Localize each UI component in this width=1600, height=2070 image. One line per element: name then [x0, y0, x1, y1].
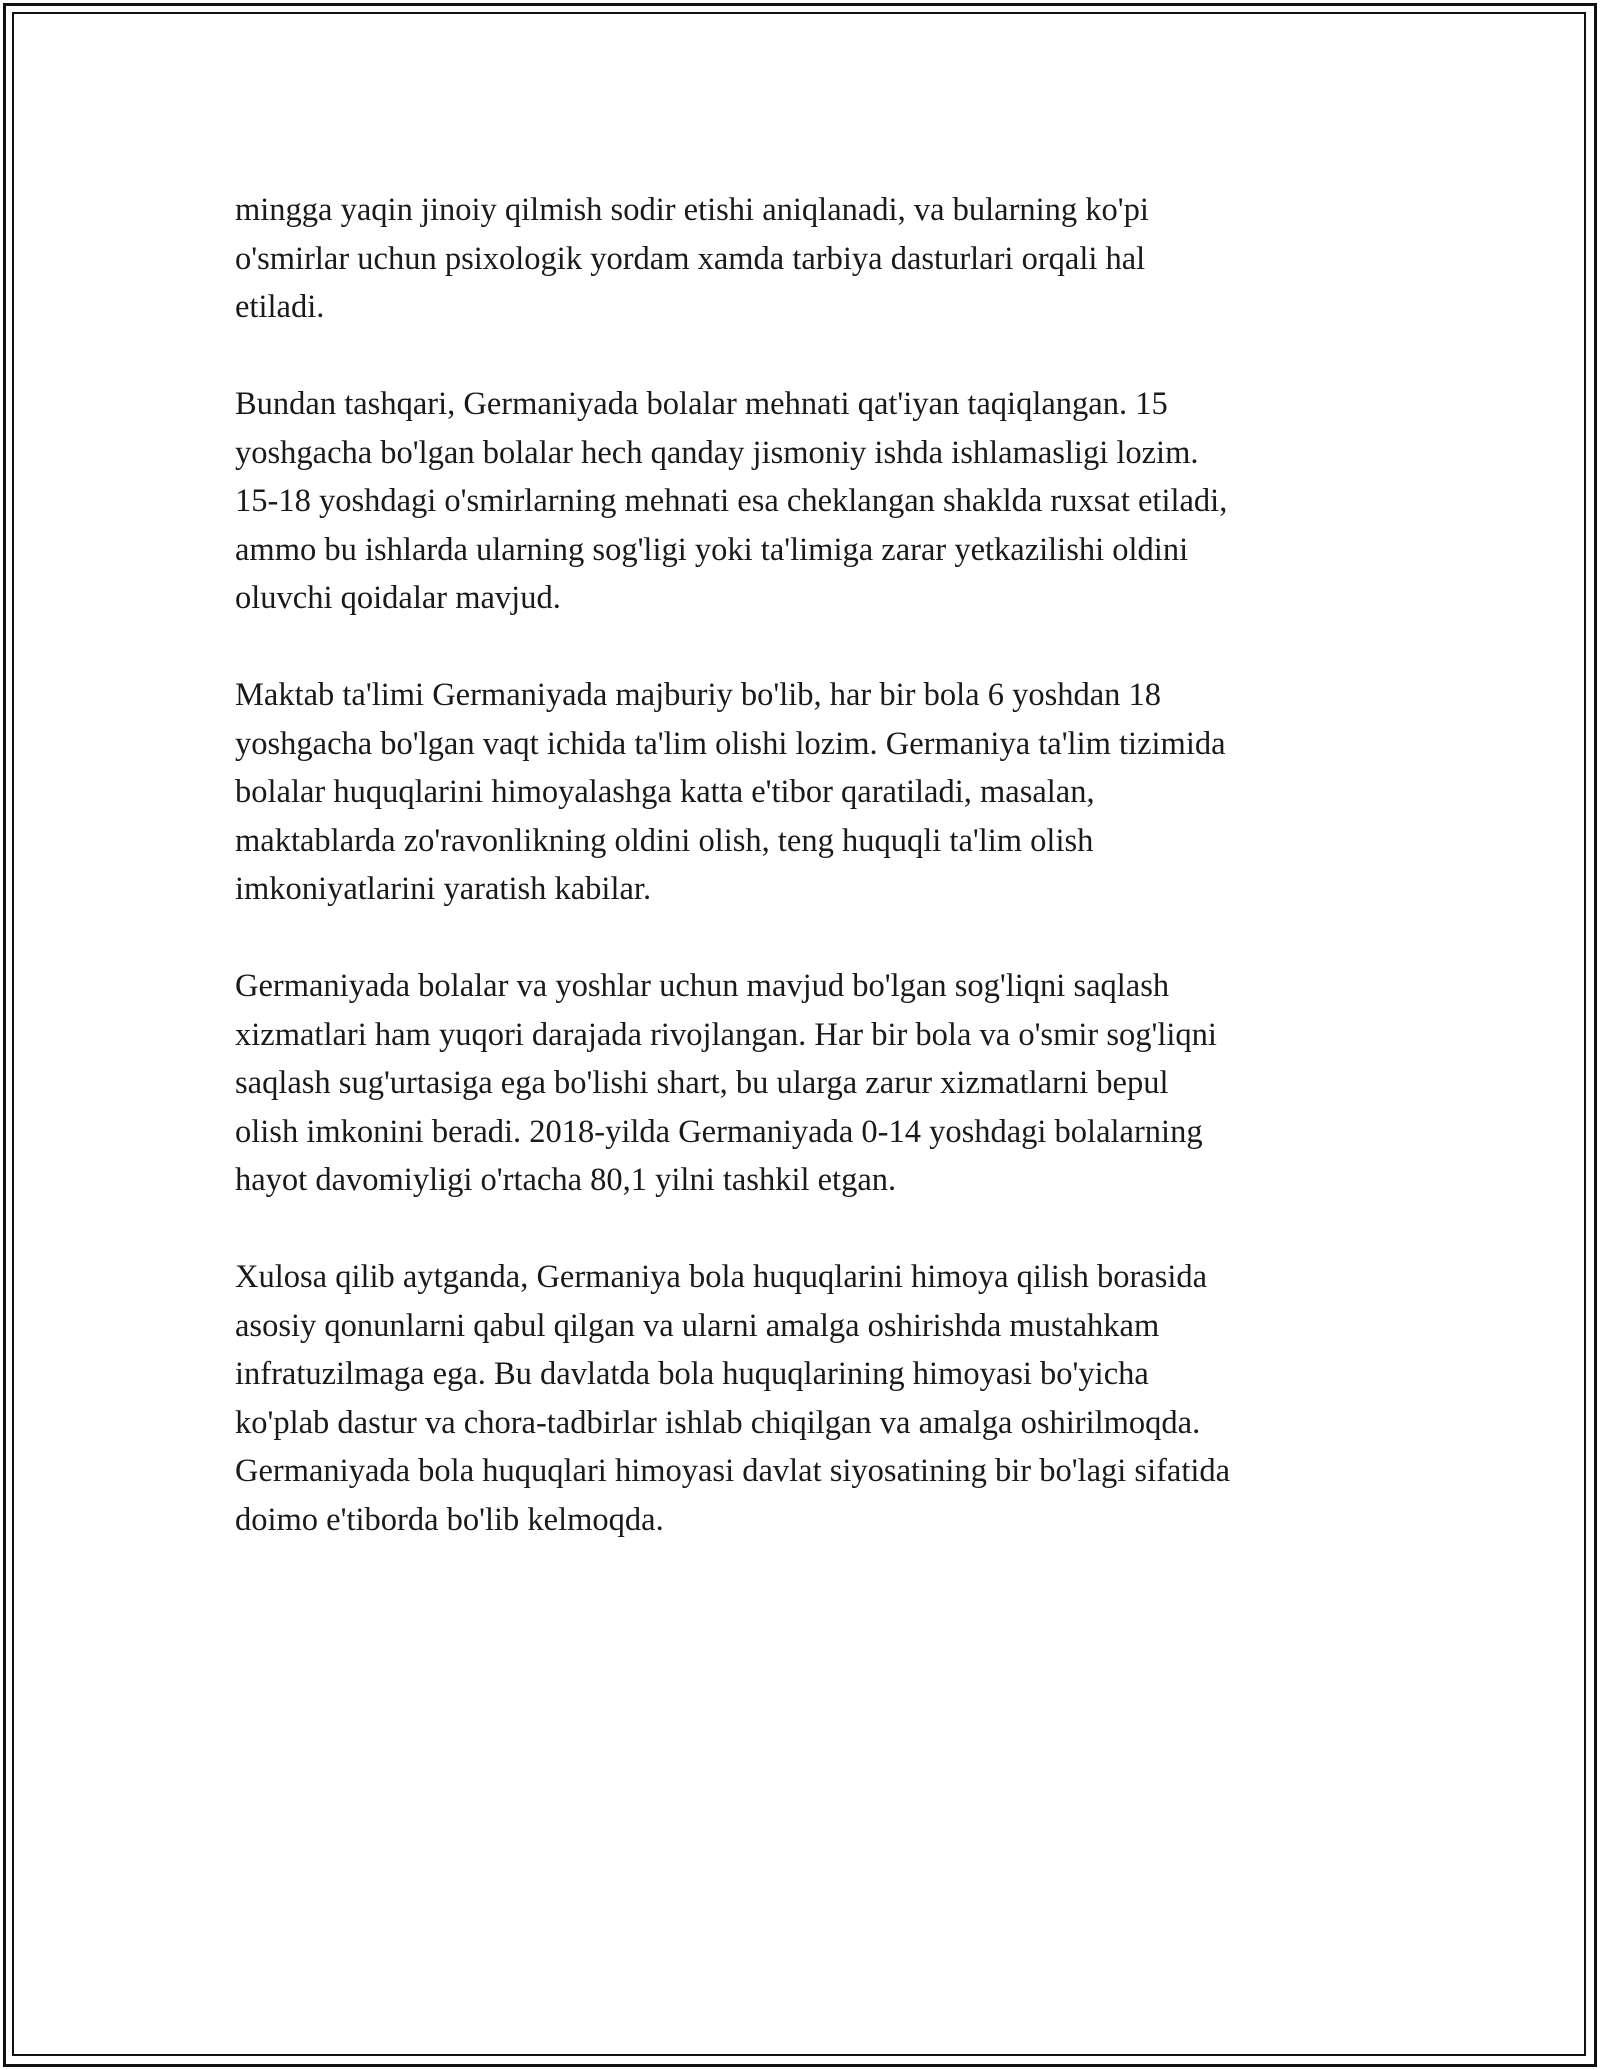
paragraph-line: doimo e'tiborda bo'lib kelmoqda.: [235, 1501, 664, 1538]
paragraph-line: oluvchi qoidalar mavjud.: [235, 580, 561, 616]
paragraph-4: [235, 962, 1365, 1205]
paragraph-line: saqlash sug'urtasiga ega bo'lishi shart, bu ularga zarur xizmatlarni bepul: [235, 1065, 1169, 1101]
paragraph-line: infratuzilmaga ega. Bu davlatda bola huquqlarining himoyasi bo'yicha: [235, 1356, 1149, 1392]
paragraph-line: xizmatlari ham yuqori darajada rivojlangan. Har bir bola va o'smir sog'liqni: [235, 1016, 1217, 1053]
paragraph-line: imkoniyatlarini yaratish kabilar.: [235, 871, 652, 907]
paragraph-line: Maktab ta'limi Germaniyada majburiy bo'lib, har bir bola 6 yoshdan 18: [235, 677, 1162, 713]
paragraph-line: Germaniyada bolalar va yoshlar uchun mavjud bo'lgan sog'liqni saqlash: [235, 968, 1170, 1004]
paragraph-line: maktablarda zo'ravonlikning oldini olish, teng huquqli ta'lim olish: [235, 822, 1094, 859]
paragraph-line: Germaniyada bola huquqlari himoyasi davlat siyosatining bir bo'lagi sifatida: [235, 1453, 1231, 1489]
paragraph-line: yoshgacha bo'lgan bolalar hech qanday jismoniy ishda ishlamasligi lozim.: [235, 434, 1199, 471]
paragraph-5: [235, 1253, 1365, 1544]
paragraph-3: [235, 671, 1365, 914]
paragraph-2: [235, 380, 1365, 623]
paragraph-line: o'smirlar uchun psixologik yordam xamda tarbiya dasturlari orqali hal: [235, 240, 1146, 277]
paragraph-line: etiladi.: [235, 289, 325, 325]
paragraph-line: ko'plab dastur va chora-tadbirlar ishlab chiqilgan va amalga oshirilmoqda.: [235, 1404, 1201, 1441]
document-body: [235, 186, 1365, 1593]
paragraph-line: Xulosa qilib aytganda, Germaniya bola huquqlarini himoya qilish borasida: [235, 1259, 1208, 1295]
paragraph-line: bolalar huquqlarini himoyalashga katta e'tibor qaratiladi, masalan,: [235, 774, 1095, 810]
paragraph-line: 15-18 yoshdagi o'smirlarning mehnati esa cheklangan shaklda ruxsat etiladi,: [235, 483, 1228, 519]
paragraph-line: olish imkonini beradi. 2018-yilda Germaniyada 0-14 yoshdagi bolalarning: [235, 1113, 1203, 1150]
paragraph-line: asosiy qonunlarni qabul qilgan va ularni amalga oshirishda mustahkam: [235, 1307, 1160, 1344]
paragraph-line: yoshgacha bo'lgan vaqt ichida ta'lim olishi lozim. Germaniya ta'lim tizimida: [235, 725, 1226, 762]
paragraph-line: mingga yaqin jinoiy qilmish sodir etishi aniqlanadi, va bularning ko'pi: [235, 192, 1149, 228]
paragraph-line: Bundan tashqari, Germaniyada bolalar mehnati qat'iyan taqiqlangan. 15: [235, 386, 1168, 422]
paragraph-line: ammo bu ishlarda ularning sog'ligi yoki ta'limiga zarar yetkazilishi oldini: [235, 531, 1189, 568]
paragraph-line: hayot davomiyligi o'rtacha 80,1 yilni tashkil etgan.: [235, 1162, 897, 1198]
paragraph-1: [235, 186, 1365, 332]
